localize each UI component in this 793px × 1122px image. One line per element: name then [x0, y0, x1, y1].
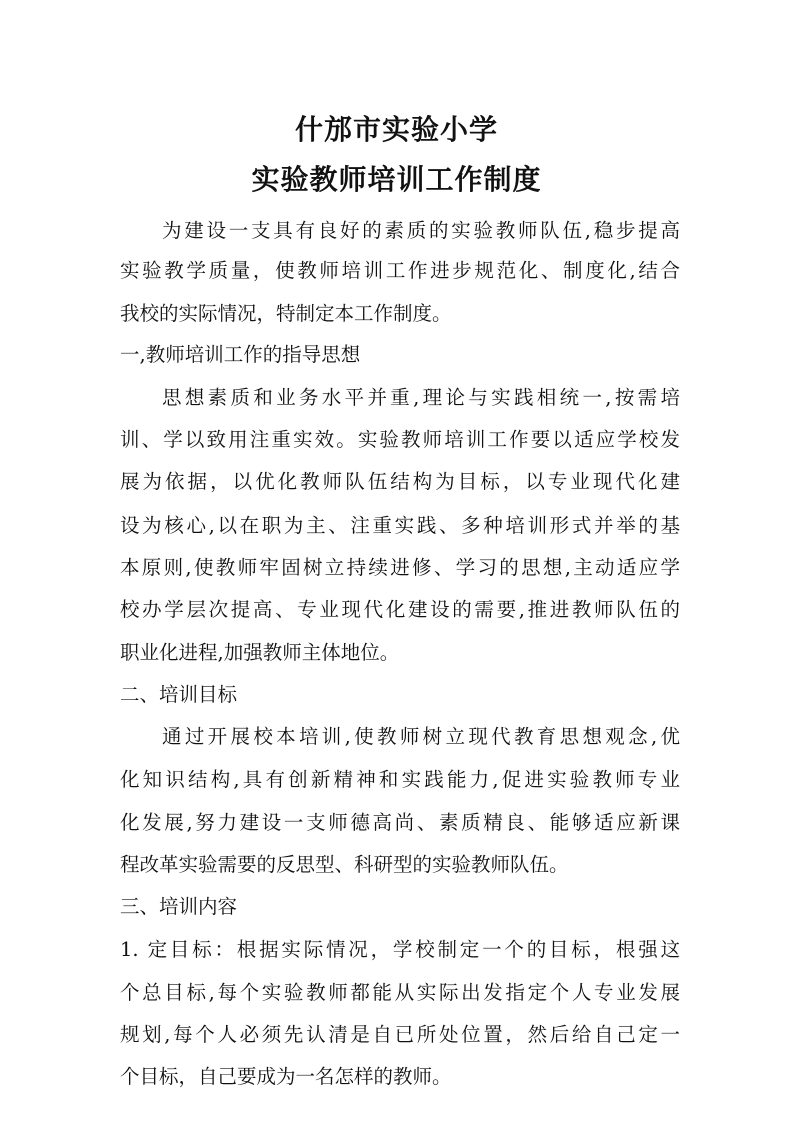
body-line: 通过开展校本培训,使教师树立现代教育思想观念,优	[162, 725, 680, 748]
body-line: 思想素质和业务水平并重,理论与实践相统一,按需培	[162, 386, 680, 409]
list-item-line: 个总目标,每个实验教师都能从实际出发指定个人专业发展	[120, 981, 680, 1004]
body-line: 展为依据，以优化教师队伍结构为目标，以专业现代化建	[120, 470, 680, 493]
body-line: 职业化进程,加强教师主体地位。	[120, 641, 400, 664]
body-line: 设为核心,以在职为主、注重实践、多种培训形式并举的基	[120, 514, 680, 537]
body-line: 化知识结构,具有创新精神和实践能力,促进实验教师专业	[120, 768, 680, 791]
school-name-title: 什邡市实验小学	[294, 113, 498, 146]
body-line: 化发展,努力建设一支师德高尚、素质精良、能够适应新课	[120, 811, 680, 834]
body-line: 程改革实验需要的反思型、科研型的实验教师队伍。	[120, 853, 569, 876]
list-item-line: 个目标，自己要成为一名怎样的教师。	[120, 1065, 452, 1088]
section-heading-training-content: 三、培训内容	[120, 895, 238, 918]
section-heading-guiding-thought: 一,教师培训工作的指导思想	[120, 343, 361, 366]
intro-line: 我校的实际情况，特制定本工作制度。	[120, 302, 452, 325]
body-line: 本原则,使教师牢固树立持续进修、学习的思想,主动适应学	[120, 556, 680, 579]
intro-line: 为建设一支具有良好的素质的实验教师队伍,稳步提高	[162, 219, 680, 242]
document-title: 实验教师培训工作制度	[251, 163, 542, 196]
body-line: 校办学层次提高、专业现代化建设的需要,推进教师队伍的	[120, 598, 680, 621]
body-line: 训、学以致用注重实效。实验教师培训工作要以适应学校发	[120, 428, 680, 451]
list-item-line: 规划,每个人必须先认清是自已所处位置，然后给自己定一	[120, 1023, 680, 1046]
list-item-line: 1. 定目标：根据实际情况，学校制定一个的目标，根强这	[120, 938, 680, 961]
intro-line: 实验教学质量，使教师培训工作进步规范化、制度化,结合	[120, 259, 680, 282]
section-heading-training-goal: 二、培训目标	[120, 683, 238, 706]
